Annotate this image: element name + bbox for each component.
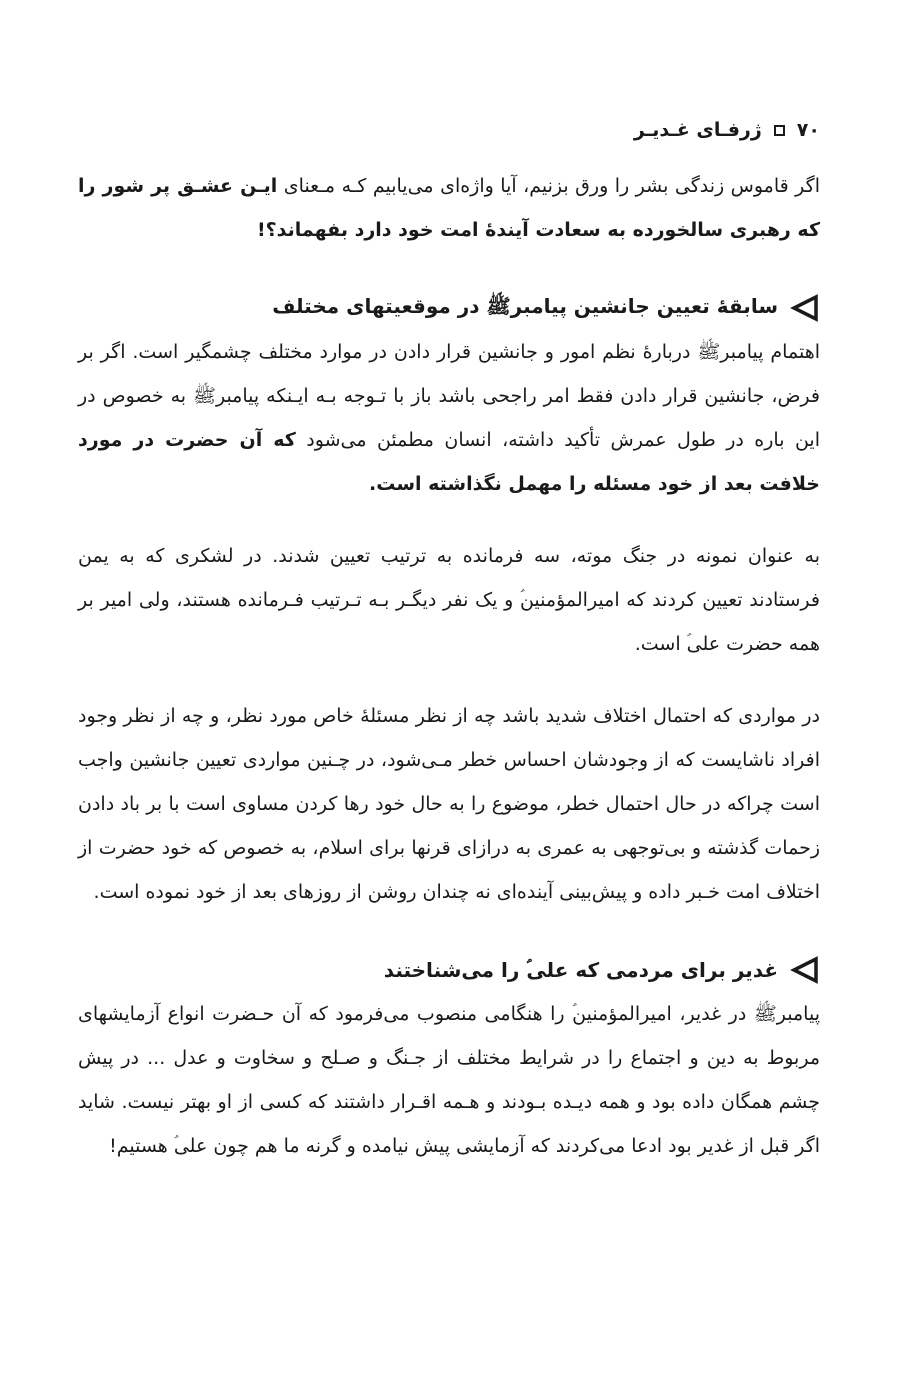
page-number: ۷۰ bbox=[796, 119, 820, 141]
book-page bbox=[78, 110, 820, 1168]
intro-bold-text: ایـن عشـق پر شور را که رهبری سالخورده به سعادت آیندهٔ امت خود دارد بفهماند؟! bbox=[78, 175, 820, 241]
book-title: ژرفـای غـدیـر bbox=[633, 119, 762, 141]
intro-text: اگر قاموس زندگی بشر را ورق بزنیم، آیا واژه‌ای می‌یابیم کـه مـعنای bbox=[277, 175, 820, 197]
running-head bbox=[78, 110, 820, 150]
paragraph-2: به عنوان نمونه در جنگ موته، سه فرمانده به ترتیب تعیین شدند. در لشکری که به یمن فرستادند تعیین کردند که امیرالمؤمنین‌ؑ و یک نفر دیگـر بـه تـرتیب فـرمانده هستند، ولی امیر بر همه حضرت علی‌ؑ است. bbox=[78, 545, 820, 655]
section-heading-2 bbox=[78, 948, 820, 992]
paragraph-1-bold-text: که آن حضرت در مورد خلافت بعد از خود مسئله را مهمل نگذاشته است. bbox=[78, 429, 820, 495]
section-title-1: سابقهٔ تعیین جانشین پیامبرﷺ در موقعیتهای مختلف bbox=[272, 293, 778, 318]
paragraph-1 bbox=[78, 330, 820, 506]
paragraph-4: پیامبرﷺ در غدیر، امیرالمؤمنین‌ؑ را هنگامی منصوب می‌فرمود که آن حـضرت انواع آزمایشهای مربوط به دین و اجتماع را در شرایط مختلف از جـنگ و صـلح و سخاوت و عدل ... در پیش چشم همگان داده بود و همه دیـده بـودند و هـمه اقـرار داشتند که کسی از او بهتر نیست. شاید اگر قبل از غدیر بود ادعا می‌کردند که آزمایشی پیش نیامده و گرنه ما هم چون علی‌ؑ هستیم! bbox=[78, 1003, 820, 1157]
triangle-pointer-icon bbox=[790, 293, 820, 323]
section-heading-1 bbox=[78, 286, 820, 330]
section-title-2: غدیر برای مردمی که علی‌ؑ را می‌شناختند bbox=[383, 958, 778, 982]
paragraph-1-text: اهتمام پیامبرﷺ دربارهٔ نظم امور و جانشین قرار دادن در موارد مختلف چشمگیر است. اگر بر فرض، جانشین قرار دادن فقط امر راجحی باشد باز با تـوجه بـه ایـنکه پیامبرﷺ به خصوص در این باره در طول عمرش تأکید داشته، انسان مطمئن می‌شود bbox=[78, 341, 820, 451]
intro-paragraph bbox=[78, 164, 820, 252]
paragraph-3: در مواردی که احتمال اختلاف شدید باشد چه از نظر مسئلهٔ خاص مورد نظر، و چه از نظر وجود افراد ناشایست که از وجودشان احساس خطر مـی‌شود، در چـنین مواردی تعیین جانشین واجب است چراکه در حال احتمال خطر، موضوع را به حال خود رها کردن مساوی است با بر باد دادن زحمات گذشته و بی‌توجهی به عمری به درازای قرنها برای اسلام، به خصوص که خود حضرت از اختلاف امت خـبر داده و پیش‌بینی آینده‌ای نه چندان روشن از روزهای بعد از خود نموده است. bbox=[78, 705, 820, 903]
square-bullet-icon bbox=[774, 125, 785, 136]
triangle-pointer-icon bbox=[790, 955, 820, 985]
